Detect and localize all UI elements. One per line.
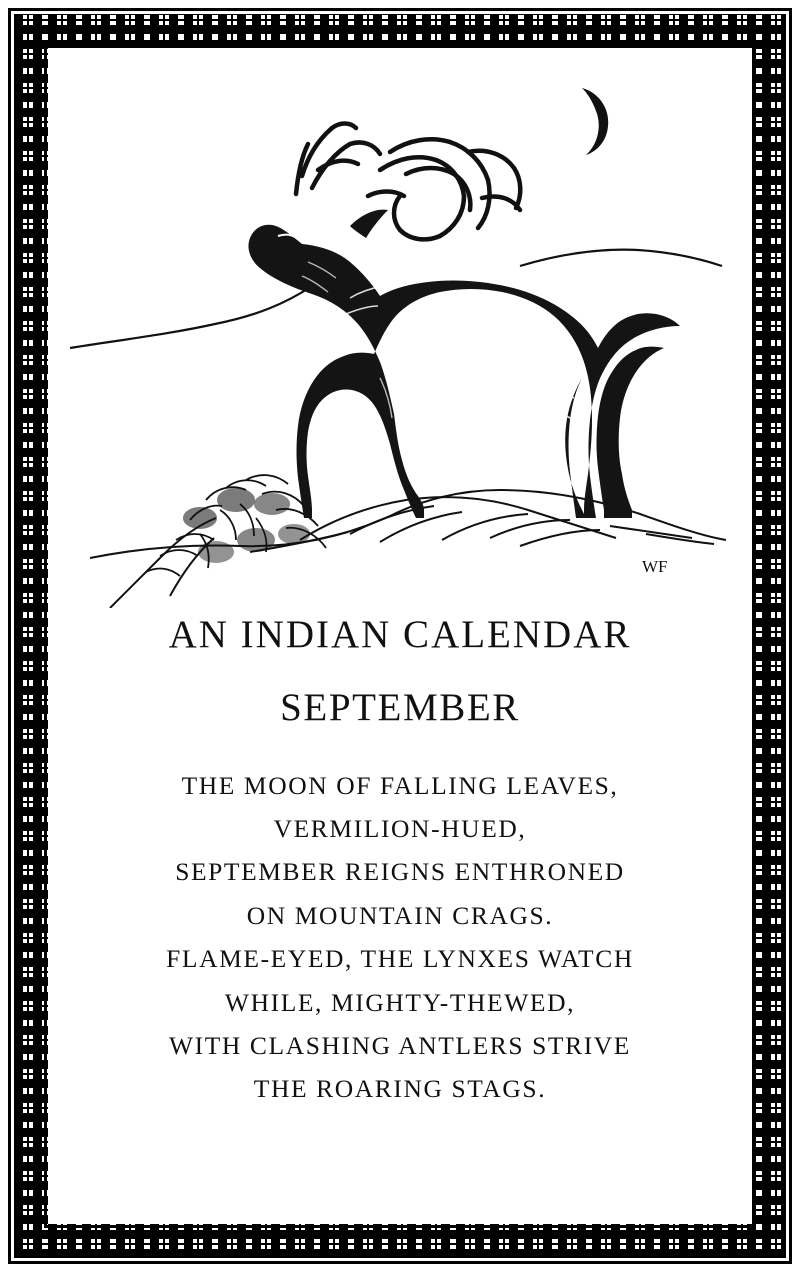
crescent-moon-icon [582, 88, 608, 155]
poem-line: THE MOON OF FALLING LEAVES, [181, 770, 619, 800]
poem [74, 764, 726, 1111]
shrub [110, 475, 326, 608]
artist-signature-glyph: WF [642, 557, 668, 576]
poem-line: WITH CLASHING ANTLERS STRIVE [169, 1030, 631, 1060]
poem-line: VERMILION-HUED, [273, 814, 527, 844]
poem-line: SEPTEMBER REIGNS ENTHRONED [175, 857, 625, 887]
month-heading: SEPTEMBER [280, 685, 520, 729]
antlers [296, 124, 520, 240]
poem-line: ON MOUNTAIN CRAGS. [246, 900, 554, 930]
content-plate [48, 48, 752, 1224]
page-title: AN INDIAN CALENDAR [168, 613, 632, 656]
rocky-outcrop [90, 490, 726, 558]
poem-line: THE ROARING STAGS. [253, 1074, 547, 1104]
poem-line: FLAME-EYED, THE LYNXES WATCH [166, 944, 634, 974]
caption-block [48, 608, 752, 1111]
poem-line: WHILE, MIGHTY-THEWED, [224, 987, 576, 1017]
illustration-stag-on-crag [48, 48, 752, 608]
bull-elk-silhouette [248, 210, 680, 518]
